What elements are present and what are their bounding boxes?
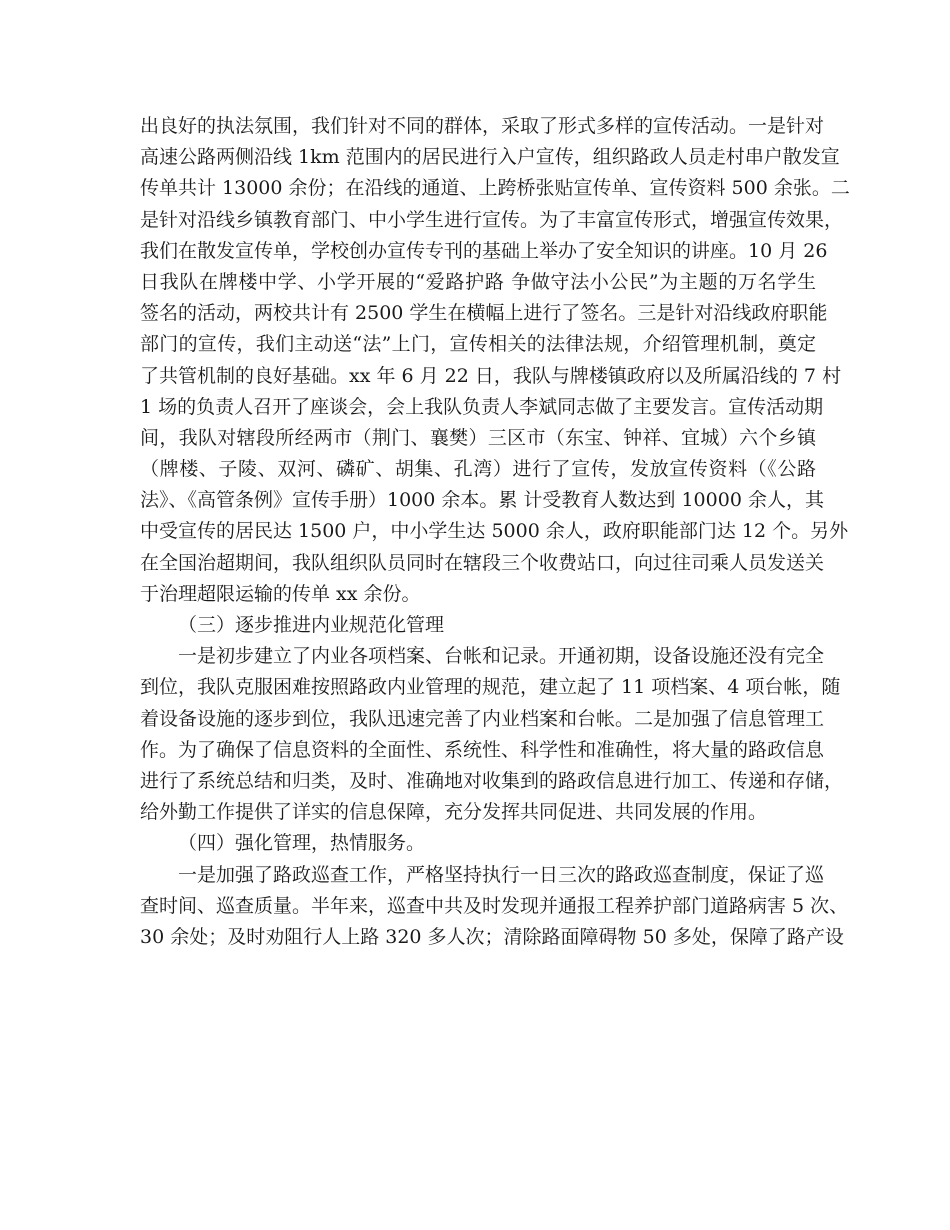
text-line: 签名的活动，两校共计有 2500 学生在横幅上进行了签名。三是针对沿线政府职能 (140, 302, 828, 325)
text-line: 高速公路两侧沿线 1km 范围内的居民进行入户宣传，组织路政人员走村串户散发宣 (140, 146, 840, 169)
section-heading: （三）逐步推进内业规范化管理 (178, 614, 445, 636)
text-line: 一是初步建立了内业各项档案、台帐和记录。开通初期，设备设施还没有完全 (178, 645, 825, 668)
text-line: 法》、《高管条例》宣传手册）1000 余本。累 计受教育人数达到 10000 余人，其 (140, 489, 824, 512)
text-line: 查时间、巡查质量。半年来，巡查中共及时发现并通报工程养护部门道路病害 5 次、 (140, 894, 849, 917)
text-line: 进行了系统总结和归类，及时、准确地对收集到的路政信息进行加工、传递和存储， (140, 769, 844, 792)
text-line: 于治理超限运输的传单 xx 余份。 (140, 582, 421, 605)
text-line: （牌楼、子陵、双河、磷矿、胡集、孔湾）进行了宣传，发放宣传资料（《公路 (140, 458, 816, 481)
text-line: 间，我队对辖段所经两市（荆门、襄樊）三区市（东宝、钟祥、宜城）六个乡镇 (140, 426, 816, 449)
text-line: 一是加强了路政巡查工作，严格坚持执行一日三次的路政巡查制度，保证了巡 (178, 863, 825, 886)
text-line: 是针对沿线乡镇教育部门、中小学生进行宣传。为了丰富宣传形式，增强宣传效果， (140, 208, 844, 231)
text-line: 部门的宣传，我们主动送“法”上门，宣传相关的法律法规，介绍管理机制，奠定 (140, 333, 816, 356)
text-line: 作。为了确保了信息资料的全面性、系统性、科学性和准确性，将大量的路政信息 (140, 738, 825, 761)
section-heading: （四）强化管理，热情服务。 (178, 832, 426, 855)
text-line: 中受宣传的居民达 1500 户，中小学生达 5000 余人，政府职能部门达 12 个。另外 (140, 520, 849, 543)
text-line: 日我队在牌楼中学、小学开展的“爱路护路 争做守法小公民”为主题的万名学生 (140, 270, 816, 293)
text-line: 出良好的执法氛围，我们针对不同的群体，采取了形式多样的宣传活动。一是针对 (140, 115, 825, 137)
document-body (140, 111, 850, 953)
text-line: 传单共计 13000 余份；在沿线的通道、上跨桥张贴宣传单、宣传资料 500 余张。二 (140, 177, 850, 200)
text-line: 到位，我队克服困难按照路政内业管理的规范，建立起了 11 项档案、4 项台帐，随 (140, 676, 841, 699)
text-line: 我们在散发宣传单，学校创办宣传专刊的基础上举办了安全知识的讲座。10 月 26 (140, 239, 828, 262)
text-line: 1 场的负责人召开了座谈会，会上我队负责人李斌同志做了主要发言。宣传活动期 (140, 395, 824, 418)
text-line: 30 余处；及时劝阻行人上路 320 多人次；清除路面障碍物 50 多处，保障了路产设 (140, 925, 844, 948)
text-line: 在全国治超期间，我队组织队员同时在辖段三个收费站口，向过往司乘人员发送关 (140, 551, 825, 574)
text-line: 给外勤工作提供了详实的信息保障，充分发挥共同促进、共同发展的作用。 (140, 801, 768, 824)
text-line: 了共管机制的良好基础。xx 年 6 月 22 日，我队与牌楼镇政府以及所属沿线的 7 村 (140, 364, 842, 387)
text-line: 着设备设施的逐步到位，我队迅速完善了内业档案和台帐。二是加强了信息管理工 (140, 707, 825, 730)
